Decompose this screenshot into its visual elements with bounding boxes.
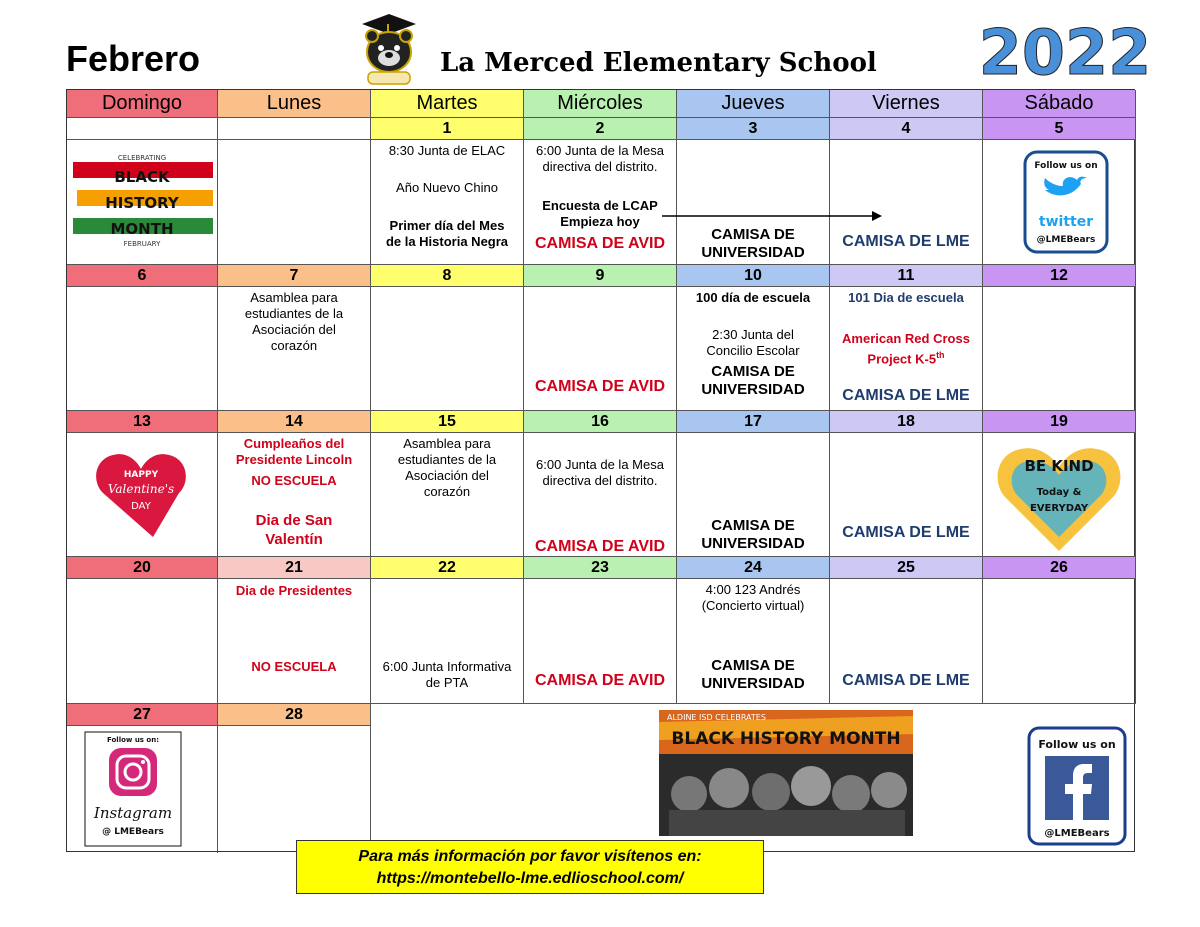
day-cell-feb-10 [677,287,830,411]
day-cell-feb-21 [218,579,371,704]
bhm-bottom-text: FEBRUARY [123,240,161,248]
twitter-handle-text: @LMEBears [1036,235,1096,245]
superscript: th [936,350,945,360]
be-kind-title: BE KIND [1024,457,1094,475]
day-cell-feb-23 [524,579,677,704]
facebook-follow-image [1025,724,1129,848]
event-text: Dia de San Valentín [255,512,333,548]
date-number: 16 [524,411,677,433]
year-2022-logo [978,14,1152,89]
event-text: 6:00 Junta Informativa de PTA [382,659,512,690]
svg-text:HISTORY: HISTORY [105,194,179,212]
svg-text:Valentine's: Valentine's [107,482,175,496]
date-number: 27 [67,704,218,726]
info-footer [296,840,764,894]
black-history-month-image [67,140,218,265]
shirt-avid: CAMISA DE AVID [534,672,666,689]
day-cell-feb-27 [67,726,218,853]
day-header-viernes: Viernes [830,90,983,118]
day-cell-feb-20 [67,579,218,704]
date-number: 9 [524,265,677,287]
shirt-university: CAMISA DE UNIVERSIDAD [701,517,805,552]
year-text: 2022 [978,16,1152,89]
bhm-top-text: CELEBRATING [117,154,167,162]
shirt-lme: CAMISA DE LME [842,672,970,689]
arrow-icon [662,209,882,223]
date-number: 19 [983,411,1136,433]
bear-mascot-logo [358,12,420,90]
day-cell-feb-18 [830,433,983,557]
svg-text:MONTH: MONTH [110,220,174,238]
day-cell-feb-5 [983,140,1136,265]
event-text: Asamblea para estudiantes de la Asociación del corazón [397,436,497,499]
date-number: 28 [218,704,371,726]
day-cell-feb-26 [983,579,1136,704]
valentines-heart-image [67,433,218,557]
date-number: 24 [677,557,830,579]
date-number: 4 [830,118,983,140]
shirt-university: CAMISA DE UNIVERSIDAD [701,363,805,398]
date-number: 6 [67,265,218,287]
be-kind-heart-image [983,433,1136,557]
red-cross-text: American Red Cross Project K-5 [842,331,970,367]
event-text: Primer día del Mes de la Historia Negra [385,218,509,249]
event-text [830,331,982,367]
day-cell-feb-25 [830,579,983,704]
day-cell-feb-13 [67,433,218,557]
day-cell-feb-9 [524,287,677,411]
twitter-top-text: Follow us on [1034,161,1098,171]
date-number: 25 [830,557,983,579]
page-title: Febrero [66,38,201,79]
shirt-university: CAMISA DE UNIVERSIDAD [701,657,805,692]
day-cell-feb-3 [677,140,830,265]
date-number: 2 [524,118,677,140]
day-header-miercoles: Miércoles [524,90,677,118]
school-name: La Merced Elementary School [440,48,877,78]
day-cell-feb-2 [524,140,677,265]
day-header-jueves: Jueves [677,90,830,118]
day-header-lunes: Lunes [218,90,371,118]
day-cell-feb-7 [218,287,371,411]
twitter-brand-text: twitter [1038,214,1094,230]
date-number: 13 [67,411,218,433]
instagram-top-text: Follow us on: [107,736,159,744]
shirt-avid: CAMISA DE AVID [534,235,666,252]
event-text: 101 Dia de escuela [848,290,964,305]
event-text: 6:00 Junta de la Mesa directiva del distrito. [536,457,664,488]
date-number: 21 [218,557,371,579]
shirt-lme: CAMISA DE LME [842,387,970,404]
day-cell-feb-6 [67,287,218,411]
event-text: Asamblea para estudiantes de la Asociación del corazón [244,290,344,353]
day-cell-feb-14 [218,433,371,557]
date-number: 23 [524,557,677,579]
event-text: 100 día de escuela [695,290,811,305]
date-number: 10 [677,265,830,287]
day-cell-feb-16 [524,433,677,557]
day-cell-mon-empty [218,140,371,265]
shirt-university: CAMISA DE UNIVERSIDAD [701,226,805,261]
no-school-text: NO ESCUELA [251,473,337,488]
date-number: 14 [218,411,371,433]
day-header-martes: Martes [371,90,524,118]
day-cell-feb-11 [830,287,983,411]
day-cell-feb-19 [983,433,1136,557]
date-number: 12 [983,265,1136,287]
date-empty [67,118,218,140]
svg-text:HAPPY: HAPPY [123,470,159,480]
day-cell-feb-24 [677,579,830,704]
banner-top-text: ALDINE ISD CELEBRATES [667,713,766,722]
calendar-grid [66,89,1135,852]
svg-text:DAY: DAY [131,501,151,512]
day-cell-feb-17 [677,433,830,557]
event-text: Cumpleaños del Presidente Lincoln [235,436,353,467]
date-number: 8 [371,265,524,287]
no-school-text: NO ESCUELA [251,659,337,674]
black-history-month-banner [659,710,913,836]
date-number: 7 [218,265,371,287]
shirt-avid: CAMISA DE AVID [534,538,666,555]
day-cell-feb-15 [371,433,524,557]
date-empty [218,118,371,140]
day-cell-feb-4 [830,140,983,265]
date-number: 17 [677,411,830,433]
shirt-avid: CAMISA DE AVID [534,378,666,395]
svg-text:Today &: Today & [1036,487,1082,498]
date-number: 11 [830,265,983,287]
date-number: 26 [983,557,1136,579]
shirt-lme: CAMISA DE LME [842,233,970,250]
instagram-follow-image [67,726,218,853]
date-number: 20 [67,557,218,579]
date-number: 22 [371,557,524,579]
event-text: 2:30 Junta del Concilio Escolar [706,327,800,358]
facebook-top-text: Follow us on [1038,738,1116,751]
day-header-sabado: Sábado [983,90,1136,118]
day-header-domingo: Domingo [67,90,218,118]
svg-text:BLACK: BLACK [114,168,170,186]
event-text: 4:00 123 Andrés (Concierto virtual) [701,582,805,613]
event-text: 8:30 Junta de ELAC [388,143,506,158]
date-number: 18 [830,411,983,433]
instagram-brand-text: Instagram [93,804,173,822]
event-text: Encuesta de LCAP Empieza hoy [542,198,658,229]
date-number: 3 [677,118,830,140]
day-cell-feb-28 [218,726,371,853]
shirt-lme: CAMISA DE LME [842,524,970,541]
date-number: 1 [371,118,524,140]
banner-main-text: BLACK HISTORY MONTH [671,729,901,749]
day-cell-feb-12 [983,287,1136,411]
facebook-handle-text: @LMEBears [1044,828,1110,839]
instagram-handle-text: @ LMEBears [102,827,164,837]
event-text: Dia de Presidentes [235,583,353,598]
day-cell-sun-1 [67,140,218,265]
day-cell-feb-1 [371,140,524,265]
event-text: Año Nuevo Chino [396,180,498,195]
event-text: 6:00 Junta de la Mesa directiva del distrito. [536,143,664,174]
footer-line-1: Para más información por favor visítenos en: [358,848,702,865]
twitter-follow-image [983,140,1136,265]
footer-url[interactable]: https://montebello-lme.edlioschool.com/ [376,870,684,887]
svg-text:EVERYDAY: EVERYDAY [1029,503,1089,514]
day-cell-feb-8 [371,287,524,411]
date-number: 5 [983,118,1136,140]
day-cell-feb-22 [371,579,524,704]
date-number: 15 [371,411,524,433]
